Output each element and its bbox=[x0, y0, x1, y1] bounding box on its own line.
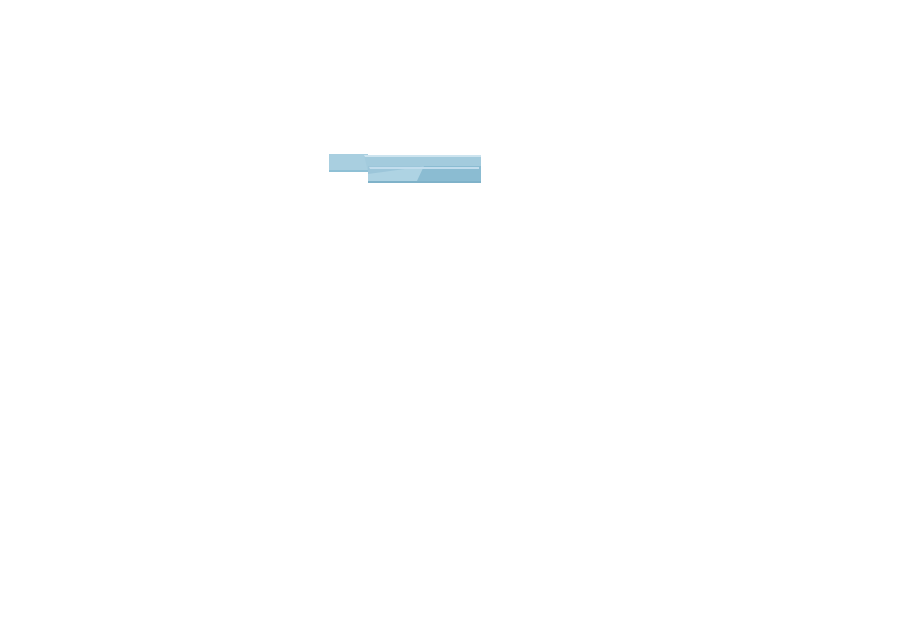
edge-shadow-bottom bbox=[368, 181, 481, 183]
edge-shadow-left bbox=[329, 170, 368, 172]
edge-highlight-middle bbox=[369, 167, 479, 169]
upper-left-band bbox=[329, 154, 368, 172]
edge-highlight-top bbox=[364, 155, 481, 157]
abstract-blue-ribbon-shape bbox=[329, 150, 481, 186]
